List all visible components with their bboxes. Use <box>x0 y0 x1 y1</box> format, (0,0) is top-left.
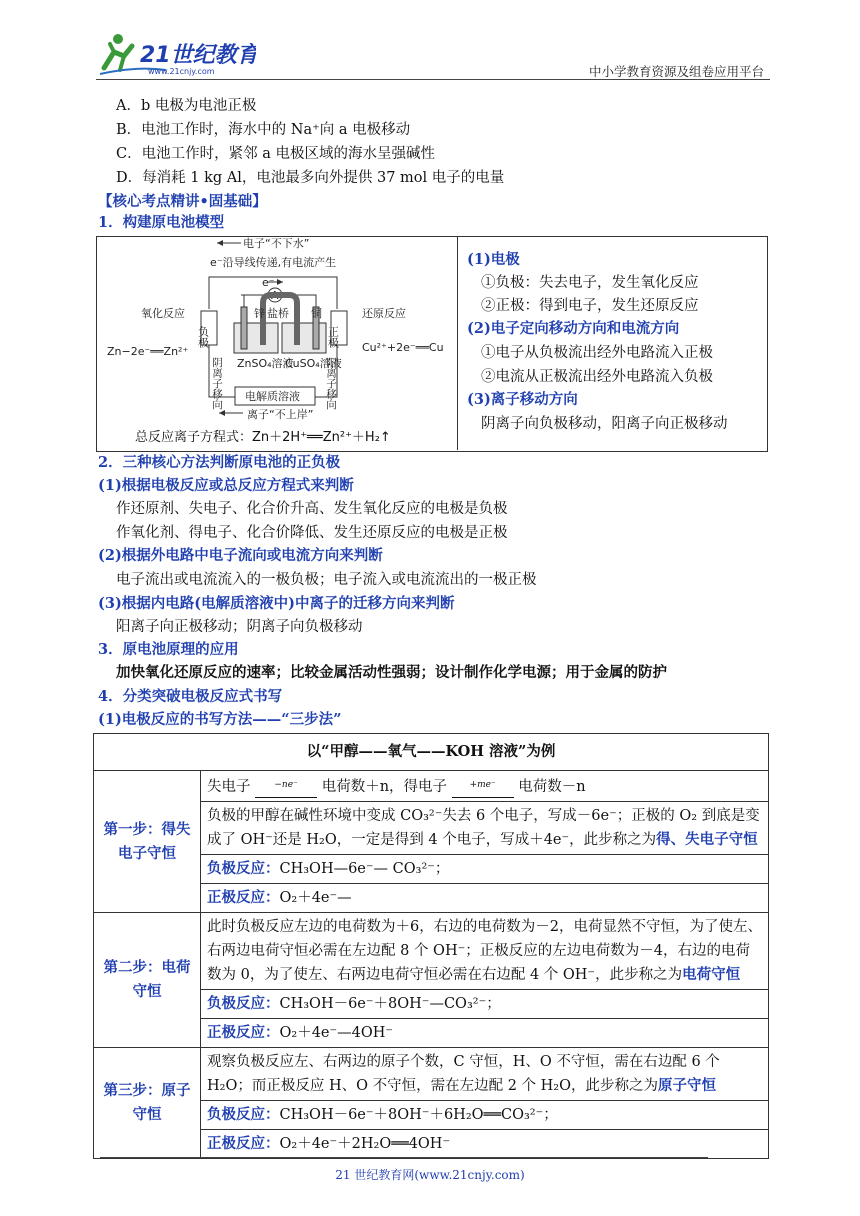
box-l5: 阴离子向负极移动，阳离子向正极移动 <box>481 416 728 432</box>
cation-move-label: 阳离子移向 <box>325 357 337 410</box>
s4-subtitle: (1)电极反应的书写方法——“三步法” <box>98 711 342 728</box>
step1-row2: 负极的甲醇在碱性环境中变成 CO₃²⁻失去 6 个电子，写成－6e⁻；正极的 O₂ 到底是变成了 OH⁻还是 H₂O，一定是得到 4 个电子，写成＋4e⁻，此步称之为得、失电子守恒 <box>201 802 769 855</box>
footer-link[interactable]: 21 世纪教育网(www.21cnjy.com) <box>335 1168 525 1182</box>
oxidation-label: 氧化反应 <box>141 307 185 320</box>
galvanic-cell-diagram <box>97 237 457 449</box>
ion-no-shore-label: 离子“不上岸” <box>247 408 314 421</box>
logo-url: www.21cnjy.com <box>148 67 215 76</box>
table-header: 以“甲醇——氧气——KOH 溶液”为例 <box>94 734 769 771</box>
step3-row1: 观察负极反应左、右两边的原子个数，C 守恒，H、O 不守恒，需在右边配 6 个 H₂O；而正极反应 H、O 不守恒，需在左边配 2 个 H₂O，此步称之为原子守恒 <box>201 1048 769 1101</box>
header-divider <box>96 79 770 80</box>
m1-line1: 作还原剂、失电子、化合价升高、发生氧化反应的电极是负极 <box>116 501 508 517</box>
step3-neg-row: 负极反应：CH₃OH－6e⁻＋8OH⁻＋6H₂O══CO₃²⁻； <box>201 1101 769 1130</box>
step1-row1: 失电子 −ne⁻ 电荷数＋n，得电子 +me⁻ 电荷数－n <box>201 771 769 802</box>
cu-equation: Cu²⁺+2e⁻══Cu <box>362 341 444 354</box>
option-a: A．b 电极为电池正极 <box>116 98 257 114</box>
m1-title: (1)根据电极反应或总反应方程式来判断 <box>98 477 354 494</box>
s2-title: 2．三种核心方法判断原电池的正负极 <box>98 454 341 471</box>
anion-move-label: 阴离子移向 <box>211 357 223 410</box>
e-arrow-label: e⁻ <box>262 276 275 289</box>
galvanic-box-divider <box>457 236 458 450</box>
box-l1: ①负极：失去电子，发生氧化反应 <box>481 275 699 291</box>
m2-line1: 电子流出或电流流入的一极负极；电子流入或电流流出的一极正极 <box>116 572 537 588</box>
neg-electrode-label: 负极 <box>196 326 210 348</box>
copper-label: 铜 <box>311 307 322 320</box>
step2-pos-row: 正极反应：O₂＋4e⁻—4OH⁻ <box>201 1019 769 1048</box>
section-heading: 【核心考点精讲•固基础】 <box>98 193 267 210</box>
step3-pos-row: 正极反应：O₂＋4e⁻＋2H₂O══4OH⁻ <box>201 1130 769 1159</box>
header-platform-text: 中小学教育资源及组卷应用平台 <box>588 64 764 79</box>
zn-equation: Zn−2e⁻══Zn²⁺ <box>107 345 189 358</box>
footer-divider <box>100 1157 708 1158</box>
step2-row1: 此时负极反应左边的电荷数为＋6，右边的电荷数为－2，电荷显然不守恒，为了使左、右两边电荷守恒必需在左边配 8 个 OH⁻；正极反应的左边电荷数为－4，右边的电荷数为 0，为了使左、右两边电荷守恒必需在右边配 4 个 OH⁻，此步称之为电荷守恒 <box>201 913 769 990</box>
electrolyte-label: 电解质溶液 <box>245 390 300 403</box>
s1-title: 1．构建原电池模型 <box>98 214 225 231</box>
step3-label: 第三步：原子守恒 <box>94 1048 201 1159</box>
step1-neg-row: 负极反应：CH₃OH—6e⁻— CO₃²⁻； <box>201 855 769 884</box>
m3-line1: 阳离子向正极移动；阴离子向负极移动 <box>116 619 363 635</box>
cuso4-label: CuSO₄溶液 <box>285 357 342 370</box>
m2-title: (2)根据外电路中电子流向或电流方向来判断 <box>98 547 383 564</box>
e-no-water-label: 电子“不下水” <box>243 237 310 250</box>
s3-line1: 加快氧化还原反应的速率；比较金属活动性强弱；设计制作化学电源；用于金属的防护 <box>116 664 667 681</box>
znso4-label: ZnSO₄溶液 <box>237 357 294 370</box>
reduction-label: 还原反应 <box>362 307 406 320</box>
logo-text: 21世纪教育 <box>140 43 256 68</box>
box-l2: ②正极：得到电子，发生还原反应 <box>481 298 699 314</box>
box-h1: (1)电极 <box>467 251 520 268</box>
s3-title: 3．原电池原理的应用 <box>98 641 239 658</box>
step1-pos-row: 正极反应：O₂＋4e⁻— <box>201 884 769 913</box>
m3-title: (3)根据内电路(电解质溶液中)中离子的迁移方向来判断 <box>98 595 455 612</box>
lose-electron-arrow: −ne⁻ <box>255 773 317 798</box>
salt-bridge-label: 盐桥 <box>267 307 289 320</box>
box-l3: ①电子从负极流出经外电路流入正极 <box>481 345 713 361</box>
step2-label: 第二步：电荷守恒 <box>94 913 201 1048</box>
gain-electron-arrow: +me⁻ <box>452 773 514 798</box>
total-equation: 总反应离子方程式：Zn＋2H⁺══Zn²⁺＋H₂↑ <box>135 430 391 445</box>
box-l4: ②电流从正极流出经外电路流入负极 <box>481 369 713 385</box>
wire-label: e⁻沿导线传递,有电流产生 <box>210 256 337 269</box>
step1-label: 第一步：得失电子守恒 <box>94 771 201 913</box>
pos-electrode-label: 正极 <box>326 326 340 348</box>
option-d: D．每消耗 1 kg Al，电池最多向外提供 37 mol 电子的电量 <box>116 170 505 186</box>
meter-icon: A <box>271 289 279 302</box>
box-h3: (3)离子移动方向 <box>467 391 578 408</box>
three-step-table <box>93 733 769 1159</box>
site-logo <box>96 30 256 78</box>
s4-title: 4．分类突破电极反应式书写 <box>98 688 283 705</box>
option-c: C．电池工作时，紧邻 a 电极区域的海水呈强碱性 <box>116 146 435 162</box>
step2-neg-row: 负极反应：CH₃OH－6e⁻＋8OH⁻—CO₃²⁻； <box>201 990 769 1019</box>
option-b: B．电池工作时，海水中的 Na⁺向 a 电极移动 <box>116 122 411 138</box>
box-h2: (2)电子定向移动方向和电流方向 <box>467 320 680 337</box>
m1-line2: 作氧化剂、得电子、化合价降低、发生还原反应的电极是正极 <box>116 525 508 541</box>
runner-logo-icon <box>96 30 256 78</box>
zinc-label: 锌 <box>254 307 265 320</box>
